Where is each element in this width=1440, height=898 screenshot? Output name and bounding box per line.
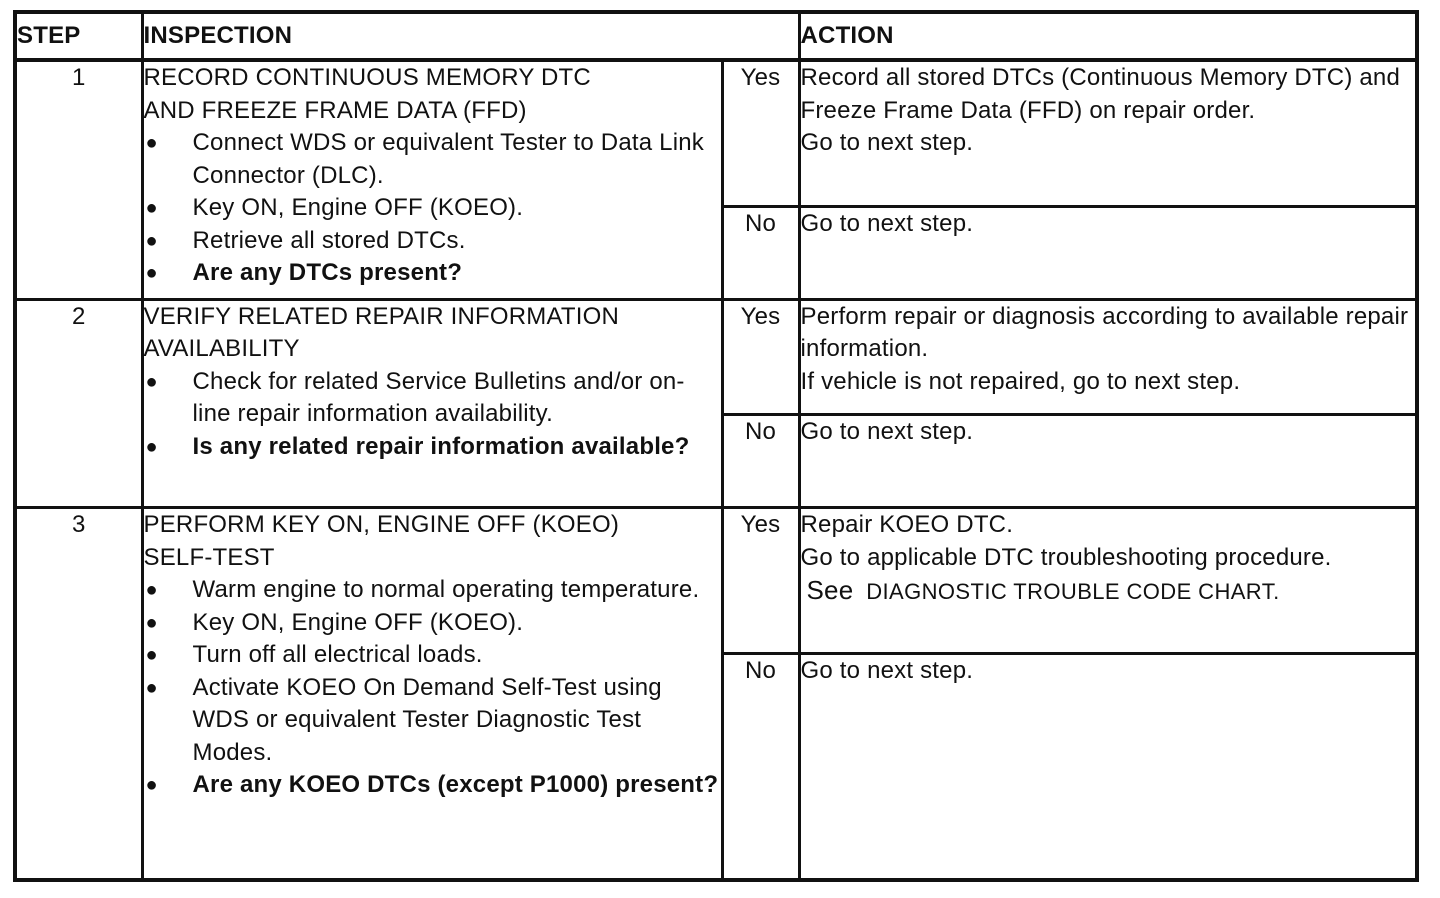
checklist-item	[144, 574, 721, 607]
step-2-no-action	[799, 415, 1417, 508]
step-1-number: 1	[15, 60, 142, 299]
bullet-icon: ●	[145, 229, 158, 252]
action-text: Repair KOEO DTC.	[800, 511, 1014, 539]
step-3-title-line: SELF-TEST	[143, 543, 275, 571]
bullet-icon: ●	[145, 676, 158, 699]
bullet-icon: ●	[145, 197, 158, 219]
step-3-yes-label: Yes	[722, 508, 799, 654]
action-text: Go to applicable DTC troubleshooting procedure.	[800, 543, 1332, 571]
checklist-text: Connect WDS or equivalent Tester to Data Link Connector (DLC).	[192, 129, 704, 189]
step-2-number: 2	[15, 299, 142, 507]
checklist-question	[144, 769, 721, 802]
step-2-title	[144, 301, 721, 366]
bullet-icon: ●	[145, 370, 158, 393]
step-3-no-label: No	[722, 654, 799, 880]
checklist-text: Activate KOEO On Demand Self-Test using WDS or equivalent Tester Diagnostic Test Modes.	[192, 673, 662, 766]
bullet-icon: ●	[145, 774, 158, 797]
diagnostic-procedure-sheet	[13, 10, 1415, 882]
bullet-icon: ●	[145, 611, 158, 634]
header-row	[15, 12, 1417, 60]
step-3-title-line: PERFORM KEY ON, ENGINE OFF (KOEO)	[143, 511, 620, 539]
step-2-title-line: AVAILABILITY	[143, 335, 300, 363]
step-2-yes-label: Yes	[722, 299, 799, 414]
step-1-yes-row	[15, 60, 1417, 207]
step-2-title-line: VERIFY RELATED REPAIR INFORMATION	[143, 302, 620, 330]
step-1-inspection	[142, 60, 722, 299]
checklist-text: Check for related Service Bulletins and/or on-line repair information availability.	[192, 367, 685, 428]
header-inspection: INSPECTION	[142, 12, 799, 60]
action-text: Go to next step.	[800, 418, 974, 446]
checklist-item	[144, 192, 721, 225]
bullet-icon: ●	[145, 132, 158, 154]
step-3-yes-row	[15, 508, 1417, 654]
step-2-yes-action	[799, 299, 1417, 414]
header-action: ACTION	[799, 12, 1417, 60]
checklist-item	[144, 639, 721, 672]
see-word: See	[806, 575, 854, 606]
step-3-yes-action	[799, 508, 1417, 654]
step-1-yes-label: Yes	[722, 60, 799, 207]
step-1-no-action	[799, 207, 1417, 300]
checklist-text: Key ON, Engine OFF (KOEO).	[192, 194, 524, 221]
question-text: Is any related repair information available?	[192, 432, 690, 460]
step-1-checklist	[144, 127, 721, 290]
diagnostic-table	[13, 10, 1419, 882]
step-3-no-action	[799, 654, 1417, 880]
action-text: Go to next step.	[800, 129, 974, 156]
step-2-yes-row	[15, 299, 1417, 414]
step-3-checklist	[144, 574, 721, 802]
question-text: Are any KOEO DTCs (except P1000) present?	[192, 771, 719, 799]
checklist-text: Retrieve all stored DTCs.	[192, 226, 466, 254]
action-text: Go to next step.	[800, 657, 974, 685]
checklist-item	[144, 225, 721, 258]
checklist-item	[144, 607, 721, 640]
checklist-item	[144, 366, 721, 431]
step-1-title	[144, 62, 721, 127]
see-reference-link[interactable]: DIAGNOSTIC TROUBLE CODE CHART.	[866, 579, 1280, 605]
action-text: Perform repair or diagnosis according to available repair information.	[800, 302, 1409, 363]
step-1-yes-action	[799, 60, 1417, 207]
bullet-icon: ●	[145, 644, 158, 667]
see-reference	[801, 574, 1416, 609]
checklist-question	[144, 431, 721, 464]
step-1-no-label: No	[722, 207, 799, 300]
checklist-question	[144, 257, 721, 290]
action-text: If vehicle is not repaired, go to next step.	[800, 367, 1241, 395]
action-text: Record all stored DTCs (Continuous Memory DTC) and Freeze Frame Data (FFD) on repair order.	[800, 64, 1401, 124]
bullet-icon: ●	[145, 262, 158, 284]
step-2-no-label: No	[722, 415, 799, 508]
bullet-icon: ●	[145, 579, 158, 602]
step-3-number: 3	[15, 508, 142, 880]
checklist-text: Warm engine to normal operating temperature.	[192, 576, 700, 604]
checklist-text: Turn off all electrical loads.	[192, 641, 483, 669]
step-3-inspection	[142, 508, 722, 880]
step-3-title	[144, 509, 721, 574]
question-text: Are any DTCs present?	[192, 259, 463, 286]
checklist-item	[144, 127, 721, 192]
bullet-icon: ●	[145, 435, 158, 458]
step-2-inspection	[142, 299, 722, 507]
action-text: Go to next step.	[800, 210, 974, 238]
step-1-title-line: AND FREEZE FRAME DATA (FFD)	[143, 96, 527, 124]
checklist-item	[144, 672, 721, 770]
checklist-text: Key ON, Engine OFF (KOEO).	[192, 608, 524, 636]
step-2-checklist	[144, 366, 721, 464]
step-1-title-line: RECORD CONTINUOUS MEMORY DTC	[143, 64, 591, 91]
header-step: STEP	[15, 12, 142, 60]
